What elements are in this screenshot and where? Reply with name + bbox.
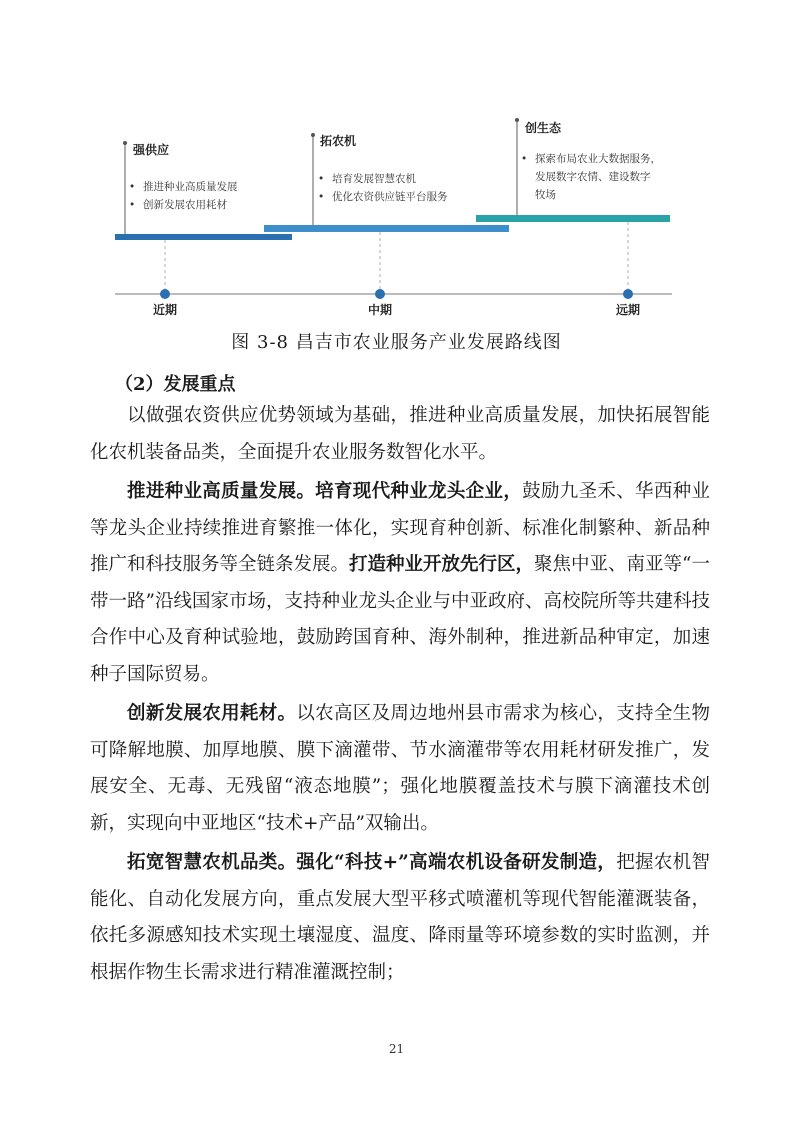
paragraph	[90, 398, 710, 471]
phase-bar-2	[264, 225, 509, 232]
bold-run: 打造种业开放先行区，	[349, 554, 535, 575]
axis-label-mid: 中期	[367, 303, 392, 317]
body-text	[90, 398, 710, 991]
bold-run: 拓宽智慧农机品类。强化“科技+”高端农机设备研发制造，	[127, 852, 617, 873]
phase-item: • 推进种业高质量发展	[129, 178, 238, 196]
paragraph	[90, 845, 710, 991]
text-run: 把握农机智能化、自动化发展方向，重点发展大型平移式喷灌机等现代智能灌溉装备，依托多源感知技术实现土壤湿度、温度、降雨量等环境参数的实时监测，并根据作物生长需求进行精准灌溉控制；	[90, 852, 710, 983]
phase-item-continuation: 发展数字农情、建设数字	[535, 171, 651, 183]
phase-item-continuation: 牧场	[535, 189, 556, 201]
section-heading: （2）发展重点	[115, 374, 236, 395]
bold-run: 推进种业高质量发展。培育现代种业龙头企业，	[127, 481, 523, 502]
axis-label-near: 近期	[152, 303, 177, 317]
phase-title-1: 强供应	[133, 143, 170, 157]
phase-pin-head-2	[311, 133, 315, 137]
phase-list-2	[318, 170, 448, 206]
text-run: 以农高区及周边地州县市需求为核心，支持全生物可降解地膜、加厚地膜、膜下滴灌带、节水滴灌带等农用耗材研发推广，发展安全、无毒、无残留“液态地膜”；强化地膜覆盖技术与膜下滴灌技术创新，实现向中亚地区“技术+产品”双输出。	[90, 703, 710, 834]
phase-item: • 优化农资供应链平台服务	[318, 188, 448, 206]
phase-item: • 探索布局农业大数据服务，	[521, 150, 661, 168]
paragraph	[90, 474, 710, 693]
bold-run: 创新发展农用耗材。	[127, 703, 297, 724]
figure-caption: 图 3-8 昌吉市农业服务产业发展路线图	[231, 332, 562, 353]
roadmap-figure	[0, 0, 793, 320]
page-number: 21	[388, 1042, 405, 1056]
timeline-dot-near	[160, 289, 170, 299]
phase-item: • 创新发展农用耗材	[129, 196, 238, 214]
phase-item: • 培育发展智慧农机	[318, 170, 448, 188]
phase-bar-3	[476, 215, 670, 222]
roadmap-graphic	[0, 0, 793, 320]
phase-pin-head-3	[515, 118, 519, 122]
text-run: 聚焦中亚、南亚等“一带一路”沿线国家市场，支持种业龙头企业与中亚政府、高校院所等共建科技合作中心及育种试验地，鼓励跨国育种、海外制种，推进新品种审定，加速种子国际贸易。	[90, 554, 710, 685]
phase-title-2: 拓农机	[320, 134, 357, 148]
phase-bar-1	[115, 234, 292, 240]
phase-title-3: 创生态	[525, 121, 562, 135]
axis-label-far: 远期	[615, 303, 640, 317]
paragraph	[90, 696, 710, 842]
phase-pin-head-1	[123, 141, 127, 145]
text-run: 鼓励九圣禾、华西种业等龙头企业持续推进育繁推一体化，实现育种创新、标准化制繁种、新品种推广和科技服务等全链条发展。	[90, 481, 710, 575]
text-run: 以做强农资供应优势领域为基础，推进种业高质量发展，加快拓展智能化农机装备品类，全面提升农业服务数智化水平。	[90, 405, 710, 463]
phase-list-1	[129, 178, 238, 214]
timeline-dot-far	[623, 289, 633, 299]
timeline-dot-mid	[375, 289, 385, 299]
phase-list-3	[521, 150, 661, 204]
